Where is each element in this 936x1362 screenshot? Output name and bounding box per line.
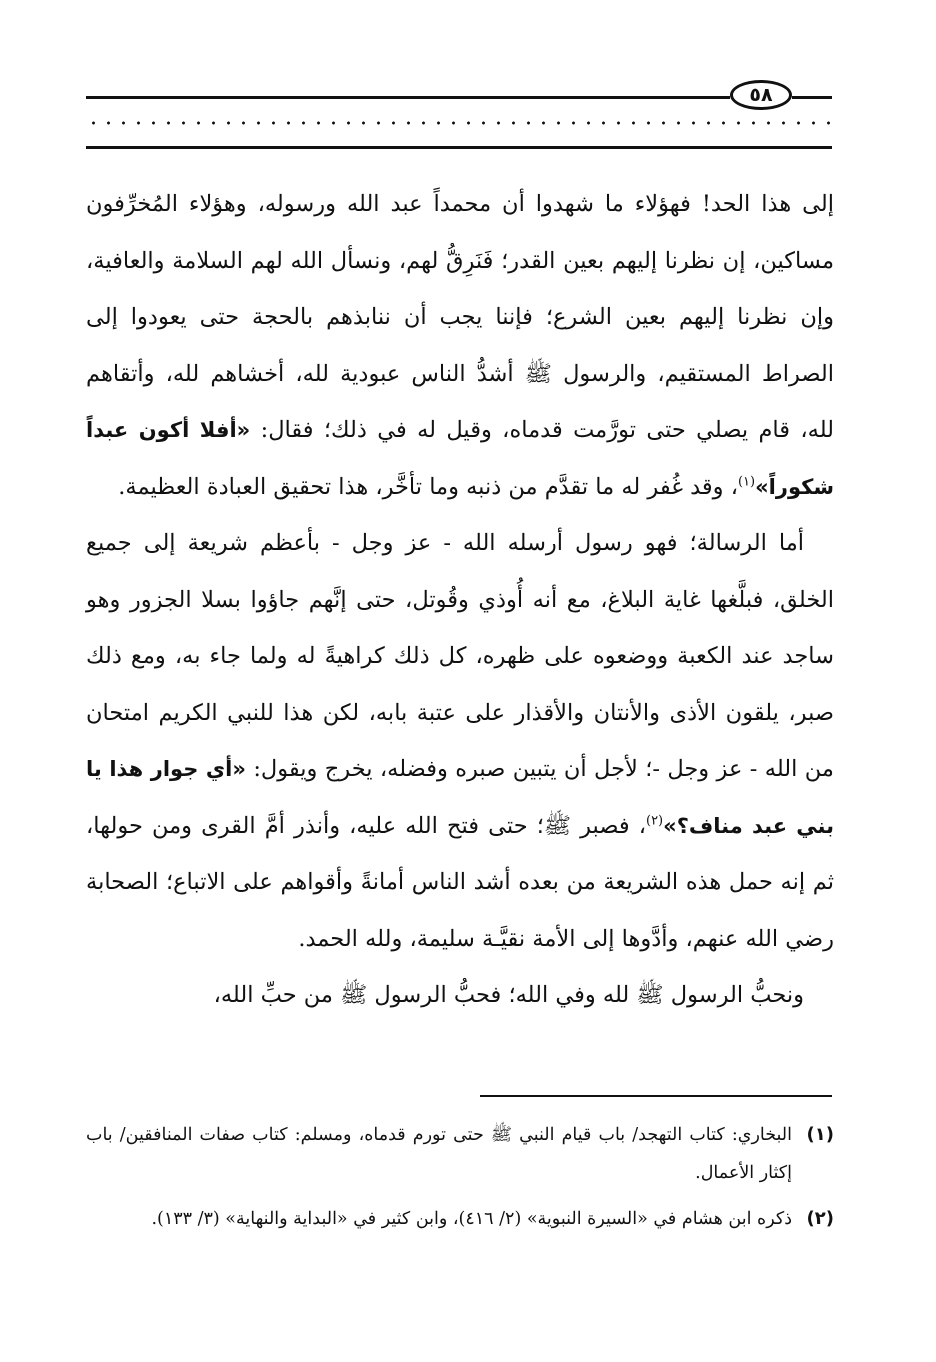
page-number: ٥٨	[749, 83, 773, 106]
footnote-1	[86, 1116, 834, 1192]
header-rule	[86, 146, 832, 149]
paragraph-2-end: ، فصبر ﷺ؛ حتى فتح الله عليه، وأنذر أمَّ القرى ومن حولها، ثم إنه حمل هذه الشريعة من بعده أشد الناس أمانةً وأقواهم على الاتباع؛ الصحابة رضي الله عنهم، وأدَّوها إلى الأمة نقيَّـة سليمة، ولله الحمد.	[86, 812, 834, 952]
footnote-ref-2[interactable]: (٢)	[645, 813, 664, 828]
paragraph-3-text: ونحبُّ الرسول ﷺ لله وفي الله؛ فحبُّ الرسول ﷺ من حبِّ الله،	[213, 982, 804, 1008]
main-text	[86, 176, 834, 1024]
footnote-separator	[480, 1095, 832, 1097]
paragraph-1	[86, 176, 834, 515]
footnote-ref-1[interactable]: (١)	[737, 474, 756, 489]
paragraph-2-text: أما الرسالة؛ فهو رسول أرسله الله - عز وجل - بأعظم شريعة إلى جميع الخلق، فبلَّغها غاية البلاغ، مع أنه أُوذي وقُوتل، حتى إنَّهم جاؤوا بسلا الجزور وهو ساجد عند الكعبة ووضعوه على ظهره، كل ذلك كراهيةً له ولما جاء به، ومع ذلك صبر، يلقون الأذى والأنتان والأقذار على عتبة بابه، لكن هذا للنبي الكريم امتحان من الله - عز وجل -؛ لأجل أن يتبين صبره وفضله، يخرج ويقول:	[86, 530, 834, 782]
footnote-number: (٢)	[806, 1208, 834, 1229]
header-line-left	[86, 96, 730, 99]
header-line-right	[792, 96, 832, 99]
page-number-badge	[730, 80, 792, 110]
header-dotted-line	[86, 118, 832, 128]
footnotes	[86, 1116, 834, 1246]
footnote-2	[86, 1200, 834, 1238]
hadith-quote-2: «أي جوار هذا يا بني عبد مناف؟»	[86, 757, 834, 838]
hadith-quote-1: «أفلا أكون عبداً شكوراً»	[86, 418, 834, 499]
paragraph-1-end: ، وقد غُفر له ما تقدَّم من ذنبه وما تأخَّر، هذا تحقيق العبادة العظيمة.	[118, 473, 738, 500]
footnote-number: (١)	[806, 1124, 834, 1145]
footnote-text: البخاري: كتاب التهجد/ باب قيام النبي ﷺ حتى تورم قدماه، ومسلم: كتاب صفات المنافقين/ باب إكثار الأعمال.	[86, 1125, 792, 1183]
paragraph-3	[86, 967, 834, 1024]
footnote-text: ذكره ابن هشام في «السيرة النبوية» (٢/ ٤١٦)، وابن كثير في «البداية والنهاية» (٣/ ١٣٣).	[151, 1209, 792, 1229]
paragraph-2	[86, 515, 834, 967]
paragraph-1-text: إلى هذا الحد! فهؤلاء ما شهدوا أن محمداً عبد الله ورسوله، وهؤلاء المُخرِّفون مساكين، إن نظرنا إليهم بعين القدر؛ فَنَرِقُّ لهم، ونسأل الله لهم السلامة والعافية، وإن نظرنا إليهم بعين الشرع؛ فإننا يجب أن ننابذهم بالحجة حتى يعودوا إلى الصراط المستقيم، والرسول ﷺ أشدُّ الناس عبودية لله، أخشاهم لله، وأتقاهم لله، قام يصلي حتى تورَّمت قدماه، وقيل له في ذلك؛ فقال:	[86, 191, 834, 443]
